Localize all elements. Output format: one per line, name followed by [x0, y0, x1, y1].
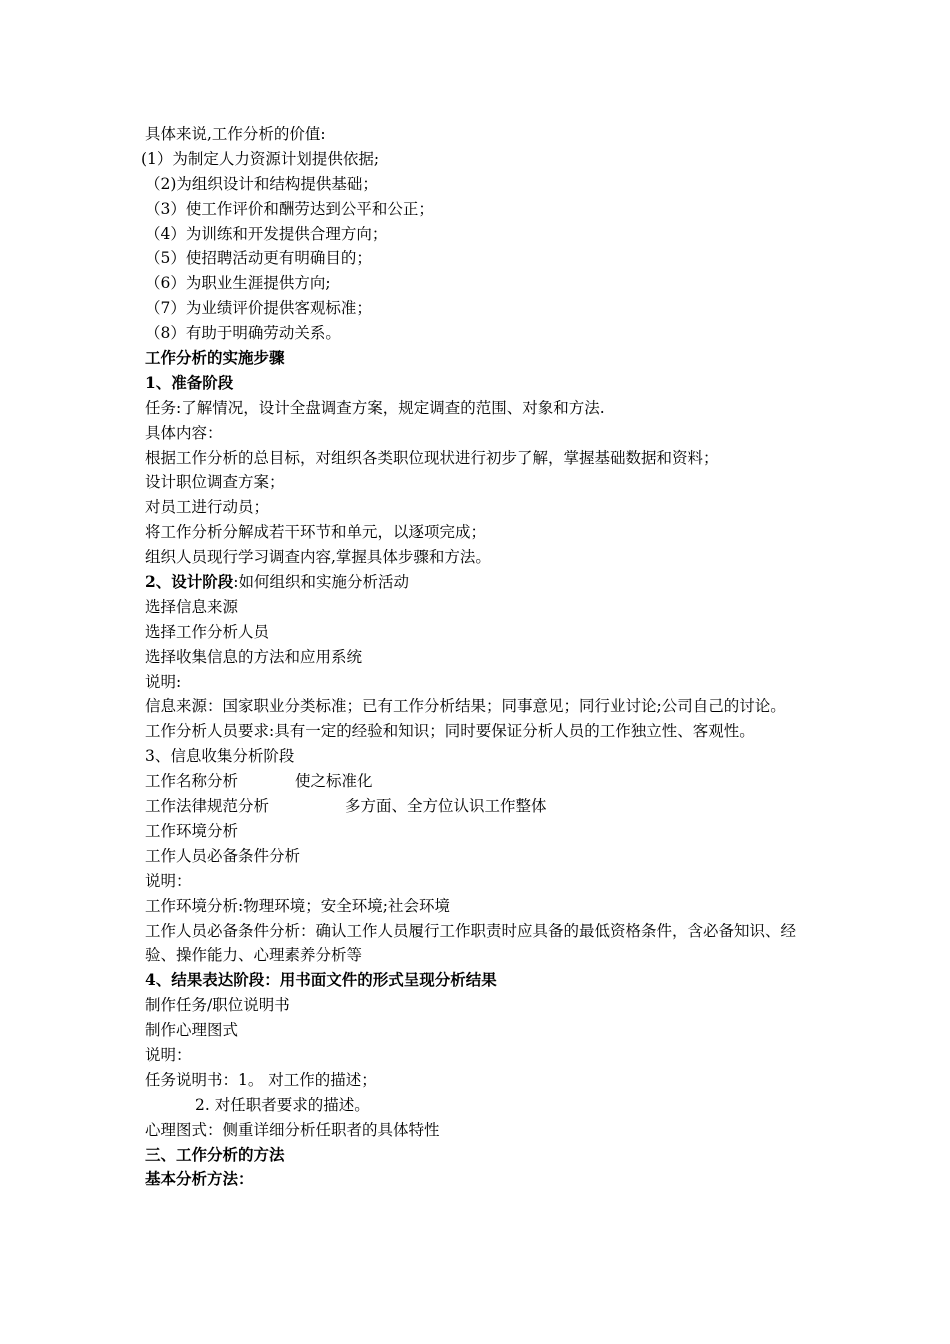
stage-3-note-environment: 工作环境分析:物理环境；安全环境;社会环境: [145, 896, 450, 915]
value-item-7: （7）为业绩评价提供客观标准；: [145, 299, 372, 318]
stage-3-item-note: 多方面、全方位认识工作整体: [345, 797, 547, 816]
stage-2-item: 选择工作分析人员: [145, 622, 270, 641]
value-item-5: （5）使招聘活动更有明确目的；: [145, 249, 372, 268]
stage-1-content-line: 将工作分析分解成若干环节和单元，以逐项完成；: [145, 523, 487, 542]
stage-2-title: 2、设计阶段: [145, 572, 234, 592]
value-item-6: （6）为职业生涯提供方向;: [145, 274, 331, 293]
stage-4-item: 制作任务/职位说明书: [145, 996, 290, 1015]
stage-4-note-line: 心理图式：侧重详细分析任职者的具体特性: [145, 1120, 440, 1139]
body-text: [141, 122, 813, 1192]
stage-4-note-line: 2. 对任职者要求的描述。: [195, 1095, 370, 1114]
stage-3-note-label: 说明：: [145, 871, 192, 890]
value-item-8: （8）有助于明确劳动关系。: [145, 324, 341, 343]
stage-3-item-label: 工作法律规范分析: [145, 797, 270, 816]
stage-3-item: 工作人员必备条件分析: [145, 846, 301, 865]
stage-4-note-label: 说明：: [145, 1046, 192, 1064]
stage-3-heading: 3、信息收集分析阶段: [145, 747, 295, 766]
stage-2-note-label: 说明:: [145, 672, 182, 691]
stage-3-item-note: 使之标准化: [295, 772, 373, 791]
stage-2-subtitle: :如何组织和实施分析活动: [233, 573, 410, 592]
methods-subheading: 基本分析方法：: [145, 1169, 254, 1189]
value-item-4: （4）为训练和开发提供合理方向；: [145, 224, 388, 243]
stage-4-heading: 4、结果表达阶段：用书面文件的形式呈现分析结果: [145, 970, 497, 990]
stage-4-note-line: 任务说明书：1。 对工作的描述；: [145, 1070, 377, 1089]
stage-3-item-label: 工作名称分析: [145, 772, 239, 791]
section-heading-steps: 工作分析的实施步骤: [145, 348, 285, 368]
stage-3-note-requirements: 工作人员必备条件分析：确认工作人员履行工作职责时应具备的最低资格条件，含必备知识、经验、操作能力、心理素养分析等: [145, 921, 797, 965]
stage-4-item: 制作心理图式: [145, 1021, 239, 1040]
stage-2-item: 选择信息来源: [145, 597, 239, 616]
stage-1-content-line: 根据工作分析的总目标，对组织各类职位现状进行初步了解，掌握基础数据和资料；: [145, 448, 719, 467]
stage-1-content-line: 对员工进行动员；: [145, 498, 270, 517]
stage-3-item: [145, 769, 813, 794]
value-item-1: (1）为制定人力资源计划提供依据;: [141, 149, 380, 168]
stage-2-heading: [145, 570, 813, 595]
stage-1-task: 任务:了解情况，设计全盘调查方案，规定调查的范围、对象和方法.: [145, 398, 605, 417]
stage-3-item: 工作环境分析: [145, 821, 239, 840]
section-heading-methods: 三、工作分析的方法: [145, 1144, 285, 1164]
stage-1-content-line: 设计职位调查方案；: [145, 473, 285, 492]
stage-1-heading: 1、准备阶段: [145, 372, 234, 392]
intro-line: 具体来说,工作分析的价值:: [145, 125, 326, 143]
stage-2-note-staff: 工作分析人员要求:具有一定的经验和知识；同时要保证分析人员的工作独立性、客观性。: [145, 722, 755, 741]
stage-2-item: 选择收集信息的方法和应用系统: [145, 647, 363, 666]
stage-1-content-line: 组织人员现行学习调查内容,掌握具体步骤和方法。: [145, 548, 491, 567]
stage-3-item: [145, 794, 813, 819]
stage-2-note-sources: 信息来源：国家职业分类标准；已有工作分析结果；同事意见；同行业讨论;公司自己的讨论。: [145, 697, 786, 716]
stage-1-content-label: 具体内容：: [145, 423, 223, 442]
value-item-3: （3）使工作评价和酬劳达到公平和公正；: [145, 199, 434, 218]
value-item-2: （2)为组织设计和结构提供基础；: [145, 174, 378, 193]
